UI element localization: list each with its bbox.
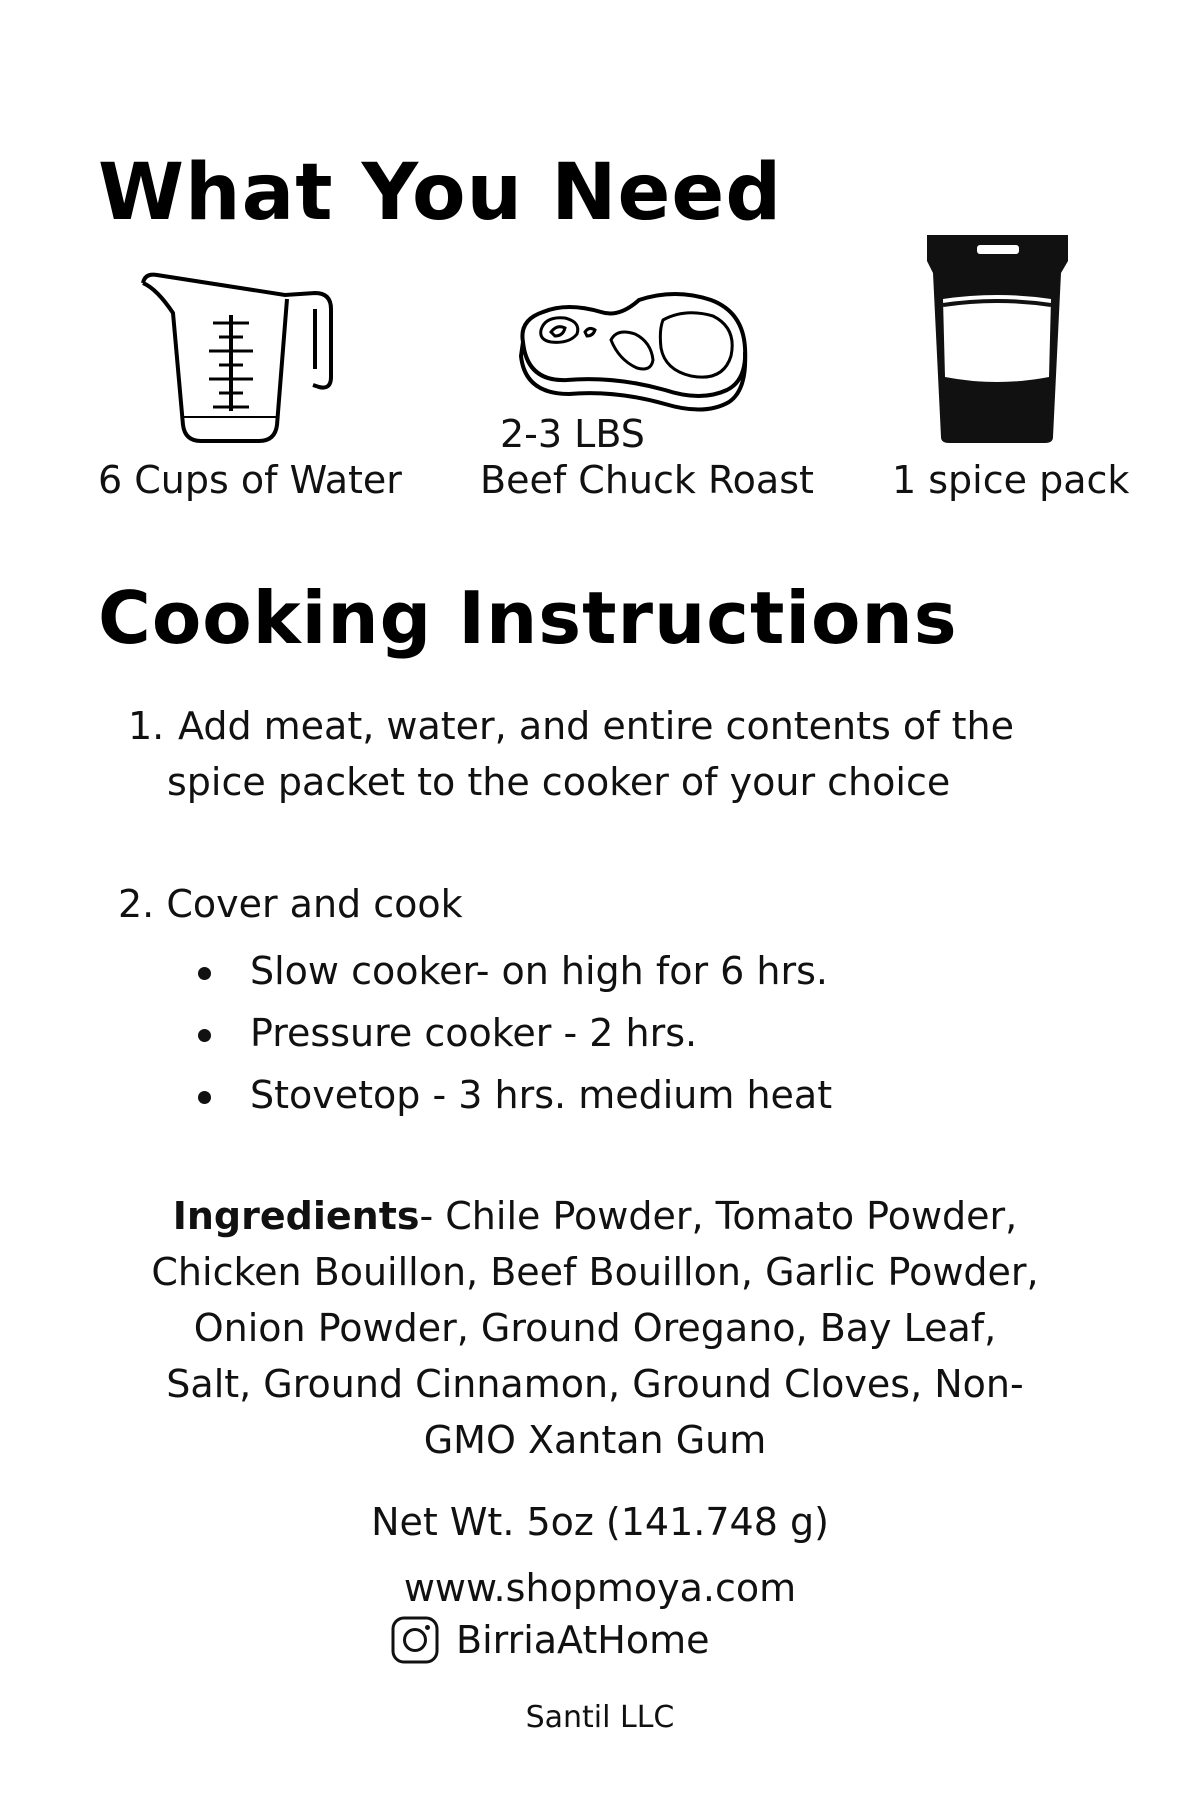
- cooking-methods-list: [198, 940, 832, 1126]
- instagram-icon: [390, 1615, 440, 1665]
- steak-icon: [515, 290, 755, 420]
- beef-quantity-label: 2-3 LBS: [500, 412, 645, 456]
- beef-label: Beef Chuck Roast: [480, 458, 814, 502]
- measuring-cup-icon: [135, 265, 350, 450]
- step-1-text-line-1: Add meat, water, and entire contents of the: [178, 704, 1014, 748]
- spice-pack-label: 1 spice pack: [892, 458, 1130, 502]
- water-label: 6 Cups of Water: [98, 458, 402, 502]
- method-pressure-cooker: [198, 1002, 832, 1064]
- cooking-instructions-heading: Cooking Instructions: [98, 576, 958, 660]
- method-text: Pressure cooker - 2 hrs.: [250, 1011, 698, 1055]
- method-text: Slow cooker- on high for 6 hrs.: [250, 949, 828, 993]
- method-text: Stovetop - 3 hrs. medium heat: [250, 1073, 833, 1117]
- step-1-text-line-2: spice packet to the cooker of your choice: [167, 760, 951, 804]
- bullet-icon: [198, 1029, 211, 1042]
- ingredients-paragraph: [150, 1188, 1040, 1468]
- step-2-text: 2. Cover and cook: [118, 882, 463, 926]
- social-handle-row[interactable]: [390, 1612, 710, 1668]
- spice-pack-icon: [925, 233, 1070, 445]
- bullet-icon: [198, 967, 211, 980]
- method-slow-cooker: [198, 940, 832, 1002]
- company-name: Santil LLC: [525, 1700, 675, 1735]
- instagram-handle: BirriaAtHome: [456, 1618, 710, 1662]
- method-stovetop: [198, 1064, 832, 1126]
- bullet-icon: [198, 1091, 211, 1104]
- what-you-need-heading: What You Need: [98, 148, 783, 238]
- website-link[interactable]: www.shopmoya.com: [403, 1566, 797, 1610]
- ingredients-text: - Chile Powder, Tomato Powder, Chicken Bouillon, Beef Bouillon, Garlic Powder, Onion Powder, Ground Oregano, Bay Leaf, Salt, Ground Cinnamon, Ground Cloves, Non-GMO Xantan Gum: [151, 1194, 1039, 1462]
- ingredients-label: Ingredients: [172, 1194, 420, 1238]
- step-1-number: 1.: [128, 704, 165, 748]
- net-weight: Net Wt. 5oz (141.748 g): [371, 1500, 829, 1544]
